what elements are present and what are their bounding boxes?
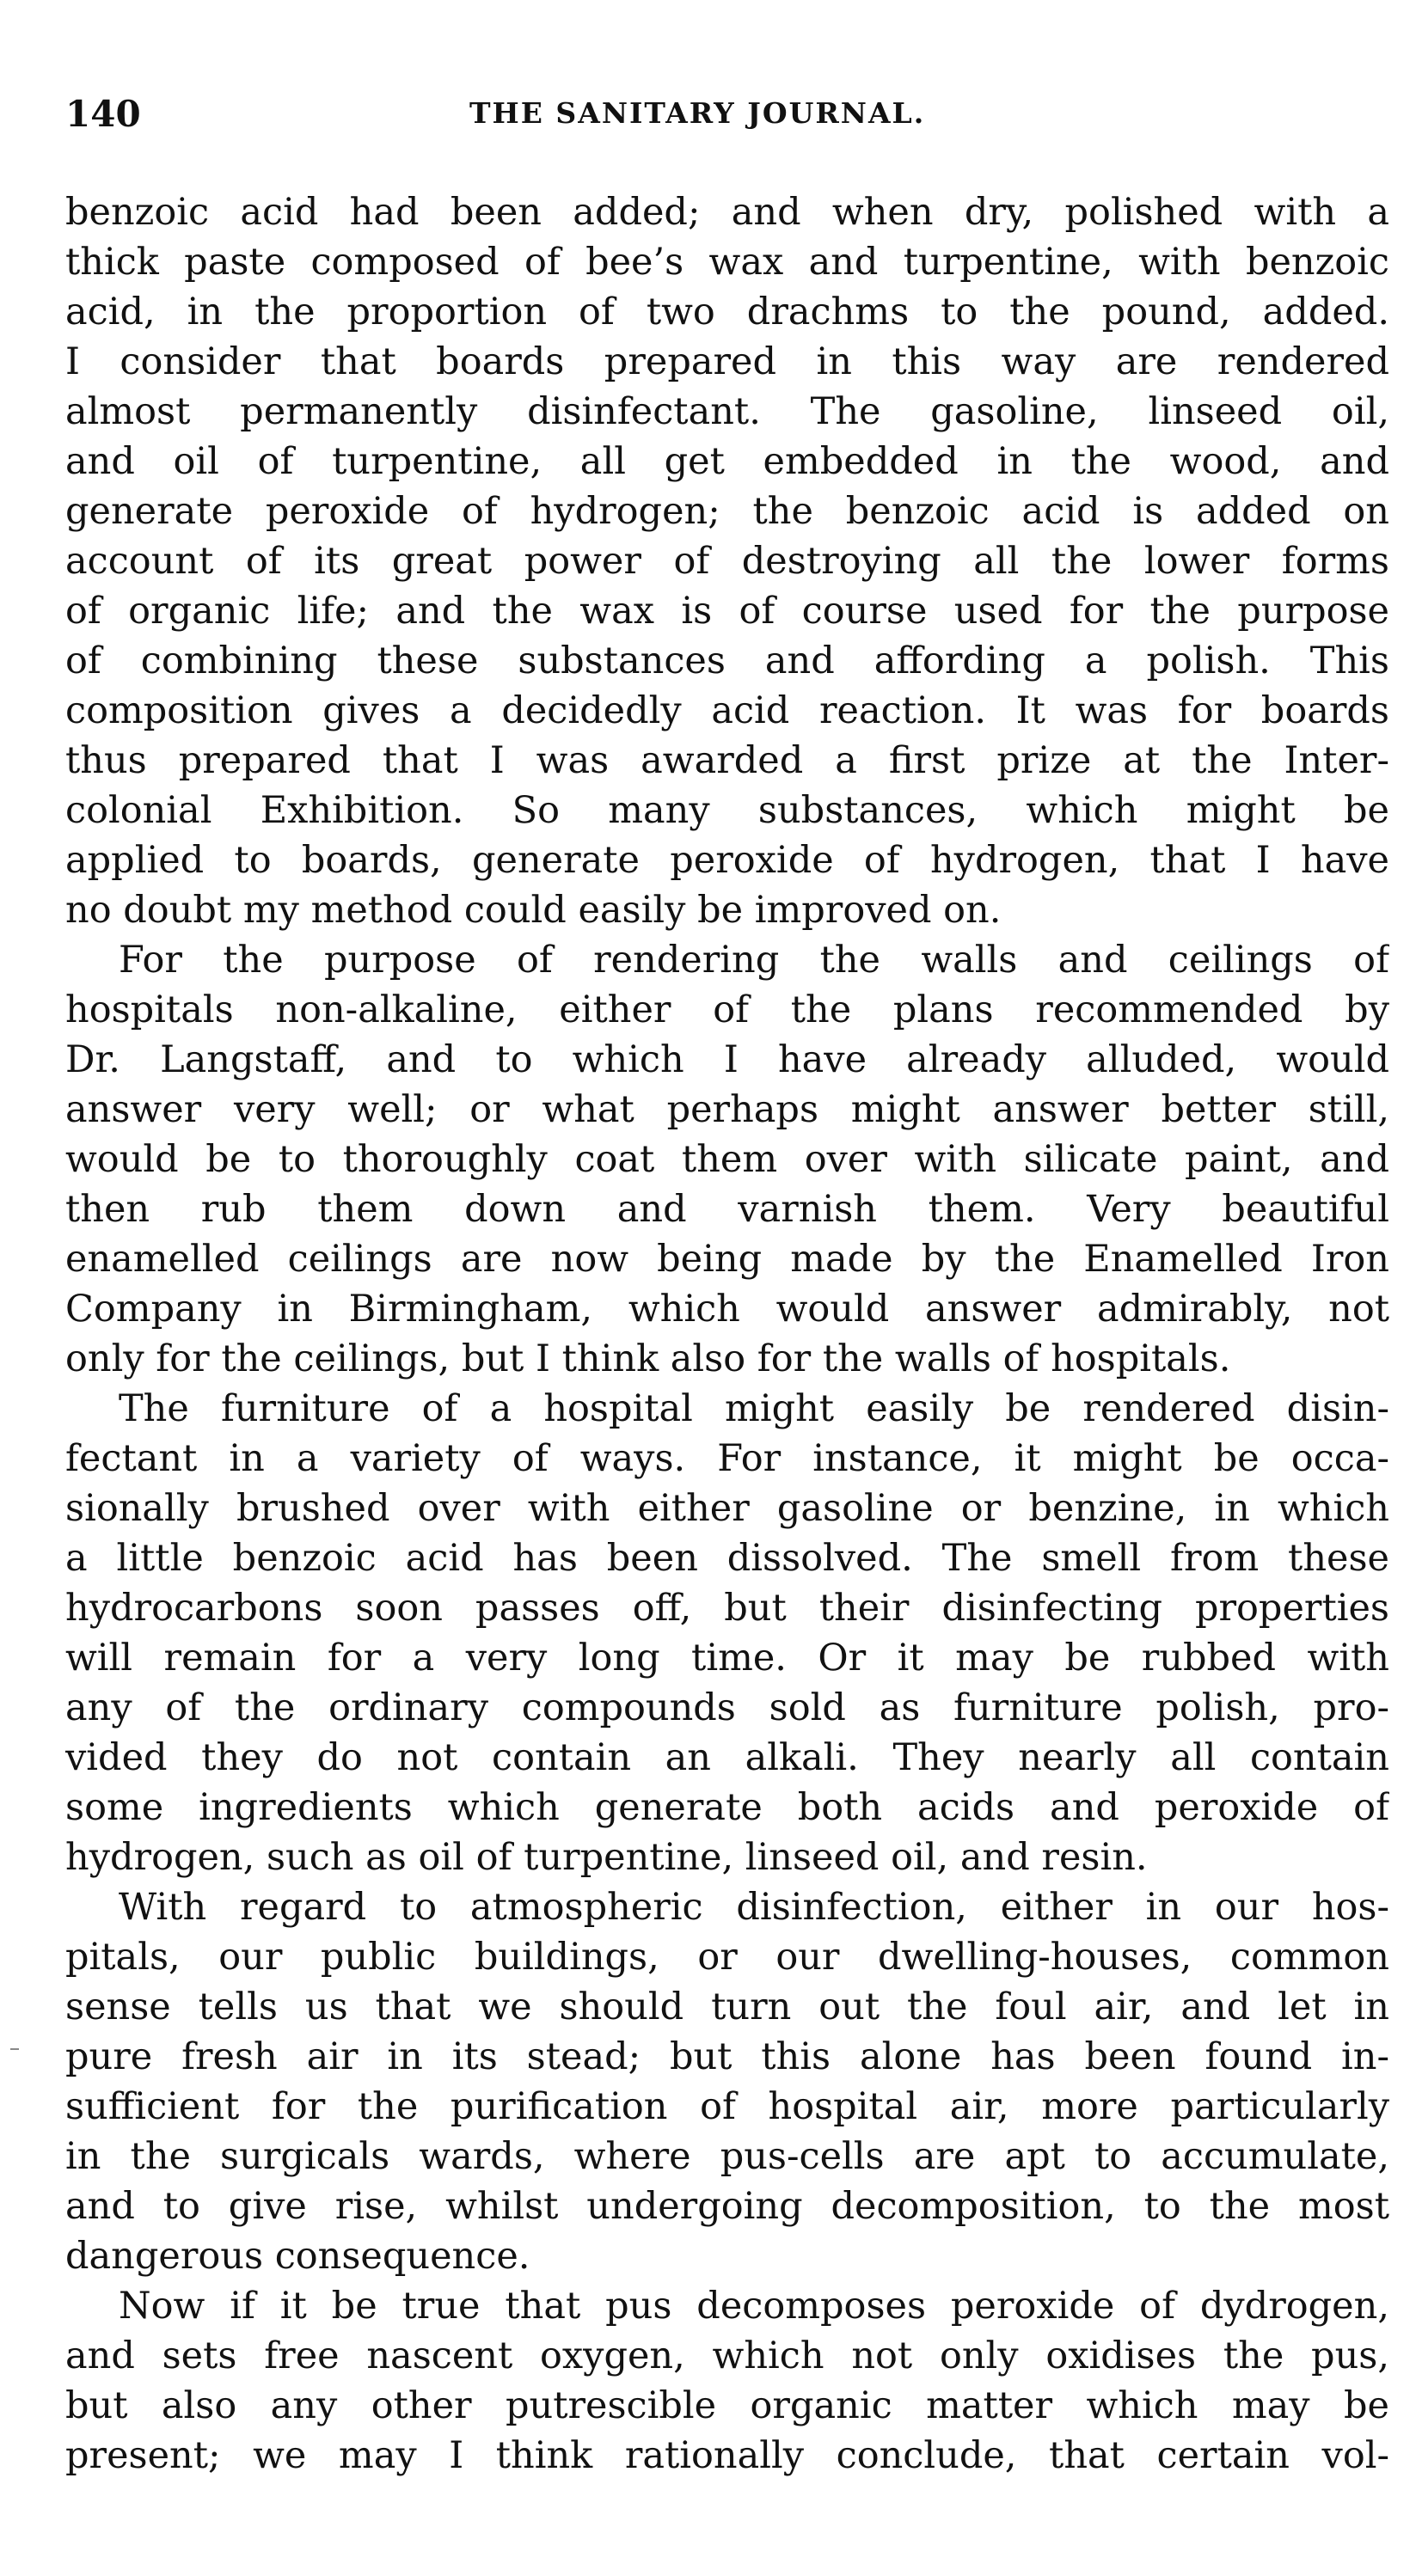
text-line: of combining these substances and affording a polish. This bbox=[65, 639, 1389, 682]
text-line: a little benzoic acid has been dissolved. The smell from these bbox=[65, 1537, 1389, 1580]
page-header bbox=[65, 93, 1389, 144]
text-line: vided they do not contain an alkali. They nearly all contain bbox=[65, 1736, 1389, 1779]
text-line: almost permanently disinfectant. The gasoline, linseed oil, bbox=[65, 390, 1389, 433]
text-line: benzoic acid had been added; and when dry, polished with a bbox=[65, 191, 1389, 234]
text-line: account of its great power of destroying all the lower forms bbox=[65, 540, 1389, 583]
text-line: sionally brushed over with either gasoline or benzine, in which bbox=[65, 1487, 1389, 1530]
text-line: in the surgicals wards, where pus-cells are apt to accumulate, bbox=[65, 2135, 1389, 2178]
text-line: of organic life; and the wax is of course used for the purpose bbox=[65, 590, 1389, 633]
text-line: Now if it be true that pus decomposes peroxide of dydrogen, bbox=[119, 2285, 1389, 2328]
text-line: answer very well; or what perhaps might answer better still, bbox=[65, 1088, 1389, 1131]
text-line: only for the ceilings, but I think also for the walls of hospitals. bbox=[65, 1337, 1231, 1380]
text-line: fectant in a variety of ways. For instance, it might be occa- bbox=[65, 1437, 1389, 1480]
text-line: With regard to atmospheric disinfection, either in our hos- bbox=[119, 1886, 1389, 1929]
text-line: some ingredients which generate both acids and peroxide of bbox=[65, 1786, 1389, 1829]
text-line: sense tells us that we should turn out the foul air, and let in bbox=[65, 1986, 1389, 2028]
text-line: hydrogen, such as oil of turpentine, linseed oil, and resin. bbox=[65, 1836, 1148, 1879]
text-line: but also any other putrescible organic matter which may be bbox=[65, 2384, 1389, 2427]
text-line: hydrocarbons soon passes off, but their disinfecting properties bbox=[65, 1587, 1389, 1630]
text-line: no doubt my method could easily be improved on. bbox=[65, 889, 1002, 932]
text-line: dangerous consequence. bbox=[65, 2235, 530, 2278]
text-line: Dr. Langstaff, and to which I have already alluded, would bbox=[65, 1038, 1389, 1081]
running-title: THE SANITARY JOURNAL. bbox=[469, 96, 926, 130]
text-line: For the purpose of rendering the walls and ceilings of bbox=[119, 939, 1389, 982]
text-line: Company in Birmingham, which would answer admirably, not bbox=[65, 1288, 1389, 1331]
text-line: pure fresh air in its stead; but this alone has been found in- bbox=[65, 2035, 1389, 2078]
article-body bbox=[65, 187, 1389, 2481]
text-line: applied to boards, generate peroxide of hydrogen, that I have bbox=[65, 839, 1389, 882]
text-line: pitals, our public buildings, or our dwelling-houses, common bbox=[65, 1936, 1389, 1979]
text-line: generate peroxide of hydrogen; the benzoic acid is added on bbox=[65, 490, 1389, 533]
text-line: and to give rise, whilst undergoing decomposition, to the most bbox=[65, 2185, 1389, 2228]
text-line: The furniture of a hospital might easily be rendered disin- bbox=[119, 1387, 1389, 1430]
text-line: any of the ordinary compounds sold as furniture polish, pro- bbox=[65, 1686, 1389, 1729]
page-number: 140 bbox=[65, 93, 141, 135]
text-line: enamelled ceilings are now being made by the Enamelled Iron bbox=[65, 1238, 1389, 1281]
text-line: thick paste composed of bee’s wax and turpentine, with benzoic bbox=[65, 241, 1389, 284]
text-line: acid, in the proportion of two drachms to the pound, added. bbox=[65, 291, 1389, 333]
text-line: then rub them down and varnish them. Very beautiful bbox=[65, 1188, 1389, 1231]
text-line: would be to thoroughly coat them over with silicate paint, and bbox=[65, 1138, 1389, 1181]
text-line: sufficient for the purification of hospital air, more particularly bbox=[65, 2085, 1389, 2128]
text-line: colonial Exhibition. So many substances, which might be bbox=[65, 789, 1389, 832]
text-line: and oil of turpentine, all get embedded in the wood, and bbox=[65, 440, 1389, 483]
text-line: hospitals non-alkaline, either of the plans recommended by bbox=[65, 988, 1389, 1031]
text-line: will remain for a very long time. Or it may be rubbed with bbox=[65, 1637, 1389, 1680]
text-line: I consider that boards prepared in this way are rendered bbox=[65, 340, 1389, 383]
text-line: composition gives a decidedly acid reaction. It was for boards bbox=[65, 689, 1389, 732]
text-line: thus prepared that I was awarded a first prize at the Inter- bbox=[65, 739, 1389, 782]
margin-mark bbox=[10, 2048, 19, 2050]
text-line: and sets free nascent oxygen, which not only oxidises the pus, bbox=[65, 2334, 1389, 2377]
text-line: present; we may I think rationally conclude, that certain vol- bbox=[65, 2434, 1389, 2477]
